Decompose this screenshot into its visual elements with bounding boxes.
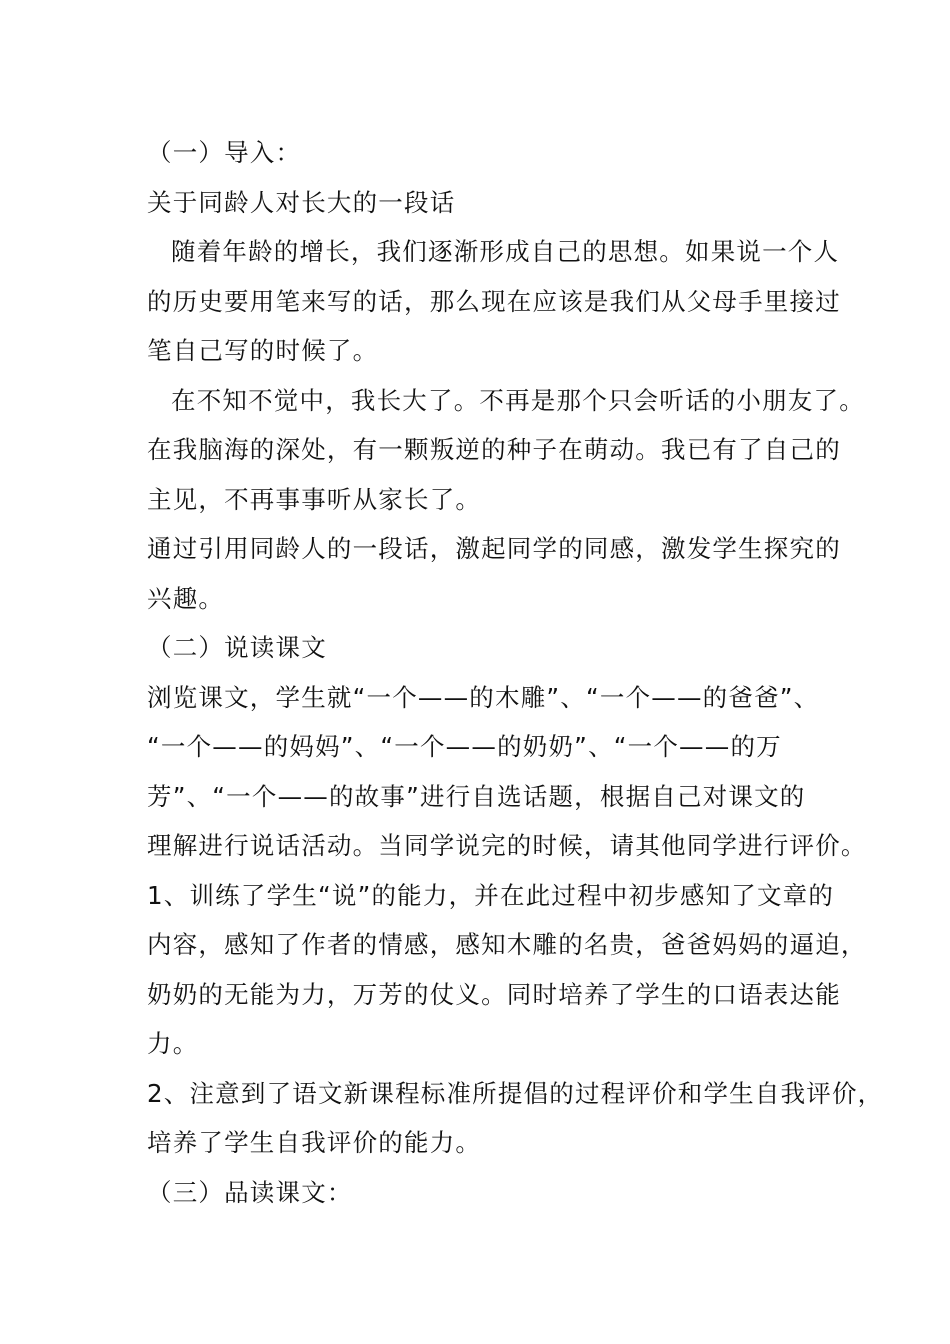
paragraph-line: 力。 xyxy=(147,1029,199,1058)
paragraph-line: 理解进行说话活动。当同学说完的时候，请其他同学进行评价。 xyxy=(147,831,867,860)
paragraph-line: 芳”、“一个——的故事”进行自选话题，根据自己对课文的 xyxy=(147,781,806,811)
section-heading-reading: （二）说读课文 xyxy=(147,633,327,662)
paragraph-line: 奶奶的无能为力，万芳的仗义。同时培养了学生的口语表达能 xyxy=(147,979,841,1009)
paragraph-line: 随着年龄的增长，我们逐渐形成自己的思想。如果说一个人 xyxy=(171,237,840,266)
paragraph-line: “一个——的妈妈”、“一个——的奶奶”、“一个——的万 xyxy=(147,732,782,761)
paragraph-line: 关于同龄人对长大的一段话 xyxy=(147,187,456,217)
paragraph-line: 培养了学生自我评价的能力。 xyxy=(147,1128,482,1157)
section-heading-appreciation: （三）品读课文： xyxy=(147,1177,353,1207)
paragraph-line: 主见，不再事事听从家长了。 xyxy=(147,484,482,514)
paragraph-line: 通过引用同龄人的一段话，激起同学的同感，激发学生探究的 xyxy=(147,534,841,563)
paragraph-line: 1、训练了学生“说”的能力，并在此过程中初步感知了文章的 xyxy=(147,880,835,910)
paragraph-line: 笔自己写的时候了。 xyxy=(147,336,379,365)
paragraph-line: 内容，感知了作者的情感，感知木雕的名贵，爸爸妈妈的逼迫， xyxy=(147,930,867,959)
paragraph-line: 在我脑海的深处，有一颗叛逆的种子在萌动。我已有了自己的 xyxy=(147,435,841,464)
section-heading-intro: （一）导入： xyxy=(147,138,302,167)
paragraph-line: 的历史要用笔来写的话，那么现在应该是我们从父母手里接过 xyxy=(147,286,841,316)
paragraph-line: 兴趣。 xyxy=(147,583,225,613)
paragraph-line: 浏览课文，学生就“一个——的木雕”、“一个——的爸爸”、 xyxy=(147,682,820,712)
paragraph-line: 在不知不觉中，我长大了。不再是那个只会听话的小朋友了。 xyxy=(171,385,865,415)
document-body xyxy=(147,128,884,1217)
paragraph-line: 2、注意到了语文新课程标准所提倡的过程评价和学生自我评价， xyxy=(147,1078,884,1108)
